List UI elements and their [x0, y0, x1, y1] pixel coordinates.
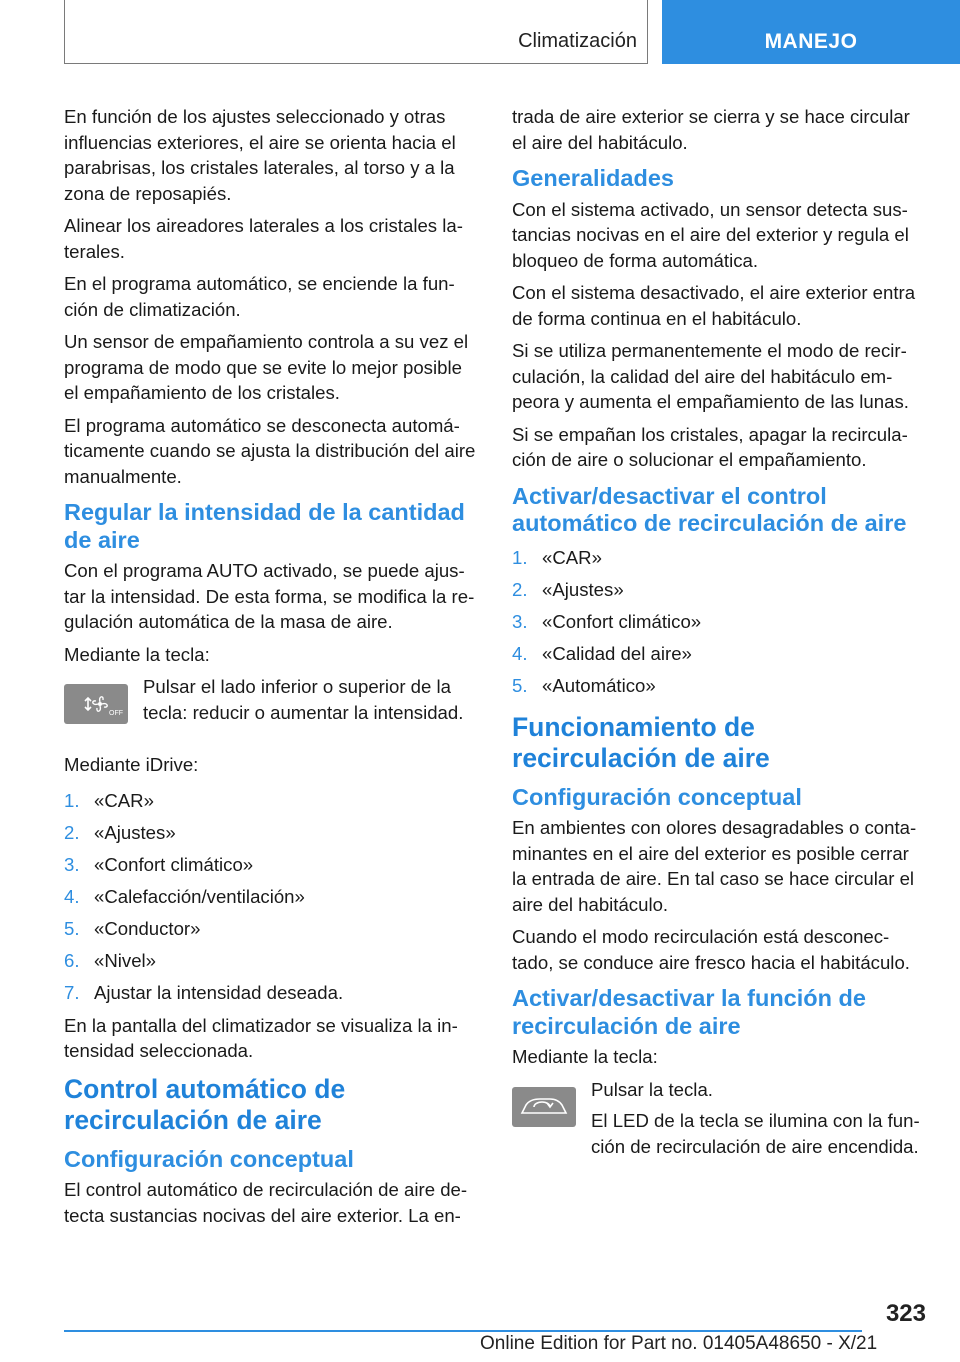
paragraph: Con el sistema desactivado, el aire exterior entra de forma continua en el habitáculo. — [512, 282, 916, 329]
footer-edition: Online Edition for Part no. 01405A48650 - X/21 — [480, 1333, 878, 1354]
heading-activate-auto: Activar/desactivar el control automático de recirculación de aire — [512, 482, 907, 536]
heading-auto-recirculation: Control automático de recirculación de aire — [64, 1073, 346, 1135]
paragraph: En el programa automático, se enciende la fun-ción de climatización. — [64, 273, 455, 320]
heading-activate-function: Activar/desactivar la función de recirculación de aire — [512, 985, 866, 1039]
paragraph: Alinear los aireadores laterales a los cristales la-terales. — [64, 215, 463, 262]
fan-key-label: OFF — [109, 710, 123, 717]
paragraph: Mediante iDrive: — [64, 754, 199, 775]
idrive-steps-list — [64, 785, 478, 1009]
heading-concept: Configuración conceptual — [64, 1145, 354, 1172]
paragraph: En la pantalla del climatizador se visualiza la in-tensidad seleccionada. — [64, 1014, 458, 1061]
paragraph: Con el sistema activado, un sensor detecta sus-tancias nocivas en el aire del exterior y regula el bloqueo de forma automática. — [512, 198, 909, 271]
list-item: 2. «Ajustes» — [512, 578, 624, 600]
list-item: 4. «Calidad del aire» — [512, 642, 692, 664]
list-item: 1. «CAR» — [512, 546, 602, 568]
recirculation-key-line2: El LED de la tecla se ilumina con la fun-ción de recirculación de aire encendida. — [591, 1110, 920, 1157]
activate-steps-list — [512, 542, 926, 702]
paragraph: El programa automático se desconecta automá-ticamente cuando se ajusta la distribución del aire manualmente. — [64, 414, 476, 487]
list-item: 5. «Automático» — [512, 674, 656, 696]
heading-recirculation-function: Funcionamiento de recirculación de aire — [512, 711, 770, 773]
paragraph: Si se utiliza permanentemente el modo de recir-culación, la calidad del aire del habitáculo em-peora y aumenta el empañamiento de las lunas. — [512, 340, 909, 412]
footer-divider — [64, 1330, 862, 1332]
list-item: 1. «CAR» — [64, 789, 154, 811]
paragraph: Mediante la tecla: — [512, 1046, 658, 1067]
heading-intensity: Regular la intensidad de la cantidad de aire — [64, 499, 465, 553]
paragraph: En ambientes con olores desagradables o conta-minantes en el aire del exterior es posible cerrar la entrada de aire. En tal caso se hace circular el aire del habitáculo. — [512, 817, 917, 915]
paragraph: trada de aire exterior se cierra y se hace circular el aire del habitáculo. — [512, 106, 910, 153]
paragraph: Cuando el modo recirculación está desconec-tado, se conduce aire fresco hacia el habitáculo. — [512, 926, 910, 973]
paragraph: Con el programa AUTO activado, se puede ajus-tar la intensidad. De esta forma, se modifica la re-gulación automática de la masa de aire. — [64, 560, 475, 632]
heading-concept: Configuración conceptual — [512, 783, 802, 810]
recirculation-key-row — [512, 1077, 926, 1160]
recirculation-key-line1: Pulsar la tecla. — [591, 1078, 713, 1100]
paragraph: En función de los ajustes seleccionado y otras influencias exteriores, el aire se orienta hacia el parabrisas, los cristales laterales, al torso y a la zona de reposapiés. — [64, 106, 456, 204]
paragraph: Un sensor de empañamiento controla a su vez el programa de modo que se evite lo mejor posible el empañamiento de los cristales. — [64, 331, 469, 403]
list-item: 5. «Conductor» — [64, 917, 201, 939]
chapter-tab-label: MANEJO — [764, 30, 858, 53]
left-column — [64, 104, 478, 1235]
fan-key-row — [64, 674, 478, 744]
paragraph: Si se empañan los cristales, apagar la recircula-ción de aire o solucionar el empañamiento. — [512, 423, 908, 470]
paragraph: El control automático de recirculación de aire de-tecta sustancias nocivas del aire exterior. La en- — [64, 1179, 468, 1226]
list-item: 6. «Nivel» — [64, 949, 157, 971]
section-title: Climatización — [518, 30, 637, 52]
list-item: 3. «Confort climático» — [512, 610, 702, 632]
heading-general: Generalidades — [512, 165, 674, 191]
list-item: 2. «Ajustes» — [64, 821, 176, 843]
list-item: 7. Ajustar la intensidad deseada. — [64, 981, 344, 1003]
header-section-box — [64, 0, 648, 64]
list-item: 4. «Calefacción/ventilación» — [64, 885, 305, 907]
page-number: 323 — [885, 1300, 926, 1327]
list-item: 3. «Confort climático» — [64, 853, 254, 875]
paragraph: Mediante la tecla: — [64, 643, 210, 665]
fan-key-icon — [64, 684, 128, 724]
chapter-tab — [662, 0, 960, 64]
right-column — [512, 104, 926, 1167]
recirculation-key-icon — [512, 1087, 576, 1127]
fan-key-description: Pulsar el lado inferior o superior de la tecla: reducir o aumentar la intensidad. — [143, 676, 464, 723]
